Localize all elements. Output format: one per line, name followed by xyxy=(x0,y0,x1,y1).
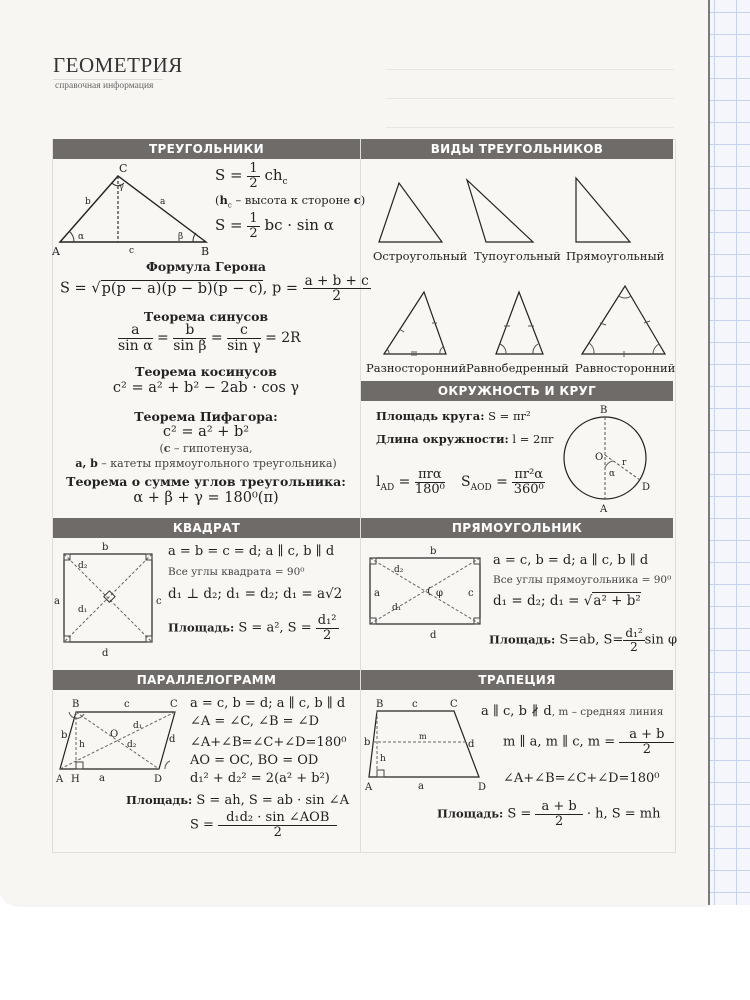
label-D: D xyxy=(478,782,487,793)
rectangle-shape xyxy=(370,558,480,624)
rectangle-line-2: Все углы прямоугольника = 90⁰ xyxy=(493,574,672,586)
label-a: a xyxy=(99,773,105,784)
label-d: d xyxy=(169,734,176,745)
writing-line-1 xyxy=(386,69,674,70)
label-m: m xyxy=(419,732,427,741)
diagonal-d2 xyxy=(370,558,480,624)
label-side-b: b xyxy=(85,197,91,207)
square-line-3: d₁ ⊥ d₂; d₁ = d₂; d₁ = a√2 xyxy=(168,586,343,602)
label-C: C xyxy=(119,162,128,175)
square-area: Площадь: S = a², S = $\frac{\text{d₁²}}{2}$ xyxy=(168,613,337,643)
square-line-1: a = b = c = d; a ∥ c, b ∥ d xyxy=(168,544,335,559)
cosines-formula: c² = a² + b² − 2ab · cos γ xyxy=(112,380,300,396)
triangle-types-diagrams xyxy=(362,160,674,380)
label-b: b xyxy=(102,542,109,553)
label-A: A xyxy=(365,782,373,793)
arc-length-formula: $l_{AD}$ = $\frac{\text{πrα}}{\text{180⁰}}$ xyxy=(376,467,445,497)
parallelogram-area: Площадь: S = ah, S = ab · sin ∠A xyxy=(126,793,349,808)
angle-sum-title: Теорема о сумме углов треугольника: xyxy=(66,474,346,489)
label-a: a xyxy=(374,588,380,599)
parallelogram-properties xyxy=(190,695,346,788)
parallelogram-line-1: a = c, b = d; a ∥ c, b ∥ d xyxy=(190,696,346,711)
parallelogram-line-5: d₁² + d₂² = 2(a² + b²) xyxy=(190,771,330,786)
trapezoid-shape xyxy=(369,711,479,777)
label-gamma: γ xyxy=(119,182,124,191)
equilateral-triangle xyxy=(582,286,665,354)
square-line-2: Все углы квадрата = 90⁰ xyxy=(168,566,305,578)
label-A: A xyxy=(52,245,60,258)
right-triangle xyxy=(576,178,630,242)
label-d1: d₁ xyxy=(133,721,143,731)
label-alpha: α xyxy=(609,469,616,479)
sines-formula: $\frac{a}{\text{sin α}}$ = $\frac{b}{\text{sin β}}$ = $\frac{c}{\text{sin γ}}$ = 2R xyxy=(118,322,301,354)
label-C: C xyxy=(170,699,178,710)
label-D: D xyxy=(154,774,163,785)
pythagoras-title: Теорема Пифагора: xyxy=(134,409,278,424)
label-a: a xyxy=(418,781,424,792)
circle-length: Длина окружности: l = 2πr xyxy=(376,432,554,446)
triangle-height-note: ($h_c$ – высота к стороне c) xyxy=(215,193,366,210)
acute-triangle xyxy=(379,183,442,242)
page-title: ГЕОМЕТРИЯ xyxy=(53,53,183,77)
label-right: Прямоугольный xyxy=(566,249,665,263)
trapezoid-line-2: m ∥ a, m ∥ c, m = $\frac{a + b}{2}$ xyxy=(503,728,674,756)
label-obtuse: Тупоугольный xyxy=(474,249,561,263)
trapezoid-diagram xyxy=(362,695,487,793)
label-side-c: c xyxy=(129,246,135,256)
parallelogram-line-2: ∠A = ∠C, ∠B = ∠D xyxy=(190,714,319,729)
label-b: b xyxy=(430,546,437,557)
parallelogram-line-4: AO = OC, BO = OD xyxy=(190,753,319,768)
pythagoras-formula: c² = a² + b² xyxy=(162,424,250,440)
label-equilateral: Равносторонний xyxy=(575,361,676,375)
label-c: c xyxy=(156,596,162,607)
heron-title: Формула Герона xyxy=(146,259,266,274)
label-D: D xyxy=(642,482,651,493)
trapezoid-area: Площадь: S = $\frac{a + b}{2}$ · h, S = mh xyxy=(437,799,661,829)
label-C: C xyxy=(450,699,458,710)
rectangle-line-1: a = c, b = d; a ∥ c, b ∥ d xyxy=(493,553,649,568)
label-d2: d₂ xyxy=(78,561,88,571)
sines-title: Теорема синусов xyxy=(143,309,269,324)
label-h: h xyxy=(79,740,85,750)
angle-sum-formula: α + β + γ = 180⁰(π) xyxy=(133,490,279,506)
label-B: B xyxy=(201,245,210,258)
angle-beta-arc xyxy=(193,233,196,242)
obtuse-triangle xyxy=(467,180,533,242)
label-B: B xyxy=(376,699,384,710)
label-O: O xyxy=(595,452,604,463)
rectangle-diagram xyxy=(362,540,490,640)
label-isosceles: Равнобедренный xyxy=(466,361,569,375)
label-h: h xyxy=(380,754,386,764)
triangle-area-formula-2: S = $\frac{1}{2}$ bc · sin α xyxy=(215,211,334,241)
trapezoid-line-1: a ∥ c, b ∦ d, m – средняя линия xyxy=(481,704,664,719)
label-d1: d₁ xyxy=(392,603,402,613)
section-header-parallelogram: ПАРАЛЛЕЛОГРАММ xyxy=(53,670,360,690)
label-alpha: α xyxy=(78,232,85,242)
label-A: A xyxy=(600,504,608,515)
section-header-trapezoid: ТРАПЕЦИЯ xyxy=(361,670,673,690)
square-diagram xyxy=(52,540,164,662)
page-subtitle: справочная информация xyxy=(55,81,154,91)
label-phi: φ xyxy=(436,588,444,599)
parallelogram-area-2: S = $\frac{\text{d₁d₂ · sin ∠AOB}}{2}$ xyxy=(190,811,337,839)
label-d1: d₁ xyxy=(78,605,88,615)
title-divider xyxy=(53,79,163,80)
section-header-triangle-types: ВИДЫ ТРЕУГОЛЬНИКОВ xyxy=(361,139,673,159)
angle-alpha-arc xyxy=(69,231,74,242)
label-d: d xyxy=(468,739,475,750)
label-beta: β xyxy=(178,232,184,242)
writing-line-3 xyxy=(386,127,674,128)
label-c: c xyxy=(468,588,474,599)
cosines-title: Теорема косинусов xyxy=(135,364,277,379)
heron-formula: S = √p(p − a)(p − b)(p − c), p = $\frac{a + b + c}{2}$ xyxy=(60,273,369,305)
isosceles-triangle xyxy=(496,292,543,354)
writing-line-2 xyxy=(386,98,674,99)
section-header-square: КВАДРАТ xyxy=(53,518,360,538)
label-O: O xyxy=(110,729,119,740)
label-c: c xyxy=(124,699,130,710)
label-acute: Остроугольный xyxy=(373,249,468,263)
label-b: b xyxy=(364,737,371,748)
label-B: B xyxy=(72,699,80,710)
section-header-rectangle: ПРЯМОУГОЛЬНИК xyxy=(361,518,673,538)
diagonal-d1 xyxy=(370,558,480,624)
label-B: B xyxy=(600,405,608,416)
label-d: d xyxy=(102,648,109,659)
label-b: b xyxy=(61,730,68,741)
label-a: a xyxy=(54,596,60,607)
label-scalene: Разносторонний xyxy=(366,361,467,375)
diagonal-d2 xyxy=(76,712,159,769)
label-d: d xyxy=(430,630,437,641)
label-side-a: a xyxy=(160,197,166,207)
triangle-diagram xyxy=(52,160,212,260)
label-r: r xyxy=(622,458,627,468)
section-header-circle: ОКРУЖНОСТЬ И КРУГ xyxy=(361,381,673,401)
label-A: A xyxy=(56,774,64,785)
circle-area: Площадь круга: S = πr² xyxy=(376,409,531,423)
rectangle-area: Площадь: S=ab, S= $\frac{\text{d₁²}}{2}$ sin φ xyxy=(489,626,678,654)
circle-diagram xyxy=(560,400,670,515)
label-H: H xyxy=(71,774,80,785)
pythagoras-note-2: a, b – катеты прямоугольного треугольника) xyxy=(75,457,337,470)
trapezoid-line-3: ∠A+∠B=∠C+∠D=180⁰ xyxy=(503,771,660,786)
label-d2: d₂ xyxy=(394,565,404,575)
label-d2: d₂ xyxy=(127,740,137,750)
rectangle-line-3: d₁ = d₂; d₁ = √a² + b² xyxy=(493,593,641,609)
parallelogram-diagram xyxy=(52,692,180,792)
triangle-area-formula-1: S = $\frac{1}{2}$ $ch_c$ xyxy=(215,161,288,191)
grid-paper-edge xyxy=(710,0,750,905)
section-header-triangles: ТРЕУГОЛЬНИКИ xyxy=(53,139,360,159)
sector-area-formula: $S_{AOD}$ = $\frac{\text{πr²α}}{\text{360⁰}}$ xyxy=(461,467,544,497)
parallelogram-line-3: ∠A+∠B=∠C+∠D=180⁰ xyxy=(190,735,347,750)
pythagoras-note-1: (c – гипотенуза, xyxy=(159,442,253,455)
label-c: c xyxy=(412,699,418,710)
